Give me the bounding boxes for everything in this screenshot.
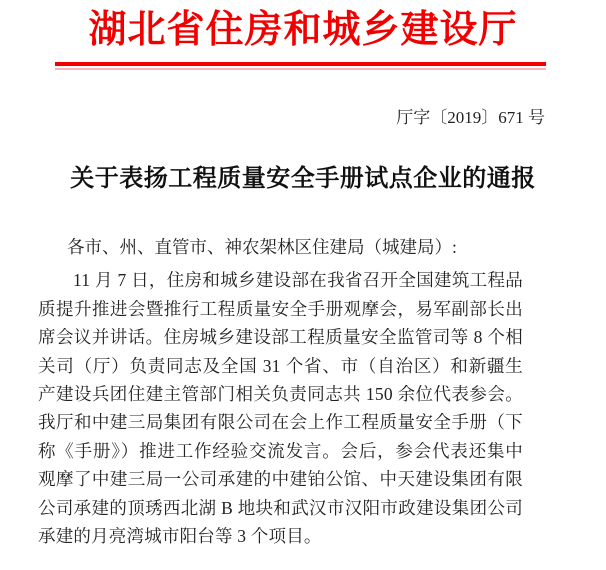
body-paragraph: 11 月 7 日，住房和城乡建设部在我省召开全国建筑工程品质提升推进会暨推行工程质量安全手册观摩会，易军副部长出席会议并讲话。住房城乡建设部工程质量安全监管司等 8 个相关司（厅）负责同志及全国 31 个省、市（自治区）和新疆生产建设兵团住建主管部门相关负责同志共 150 余位代表参会。我厅和中建三局集团有限公司在会上作工程质量安全手册（下称《手册》）推进工作经验交流发言。会后，参会代表还集中观摩了中建三局一公司承建的中建铂公馆、中天建设集团有限公司承建的顶琇西北湖 B 地块和武汉市汉阳市政建设集团公司承建的月亮湾城市阳台等 3 个项目。 — [38, 270, 523, 547]
agency-letterhead-title: 湖北省住房和城乡建设厅 — [88, 9, 518, 51]
red-separator-thick-line — [55, 62, 546, 66]
salutation-line: 各市、州、直管市、神农架林区住建局（城建局）: — [67, 237, 457, 258]
red-separator — [55, 62, 546, 70]
document-reference-number: 厅字〔2019〕671 号 — [396, 107, 545, 127]
document-title: 关于表扬工程质量安全手册试点企业的通报 — [70, 166, 536, 193]
red-separator-thin-line — [55, 68, 546, 70]
